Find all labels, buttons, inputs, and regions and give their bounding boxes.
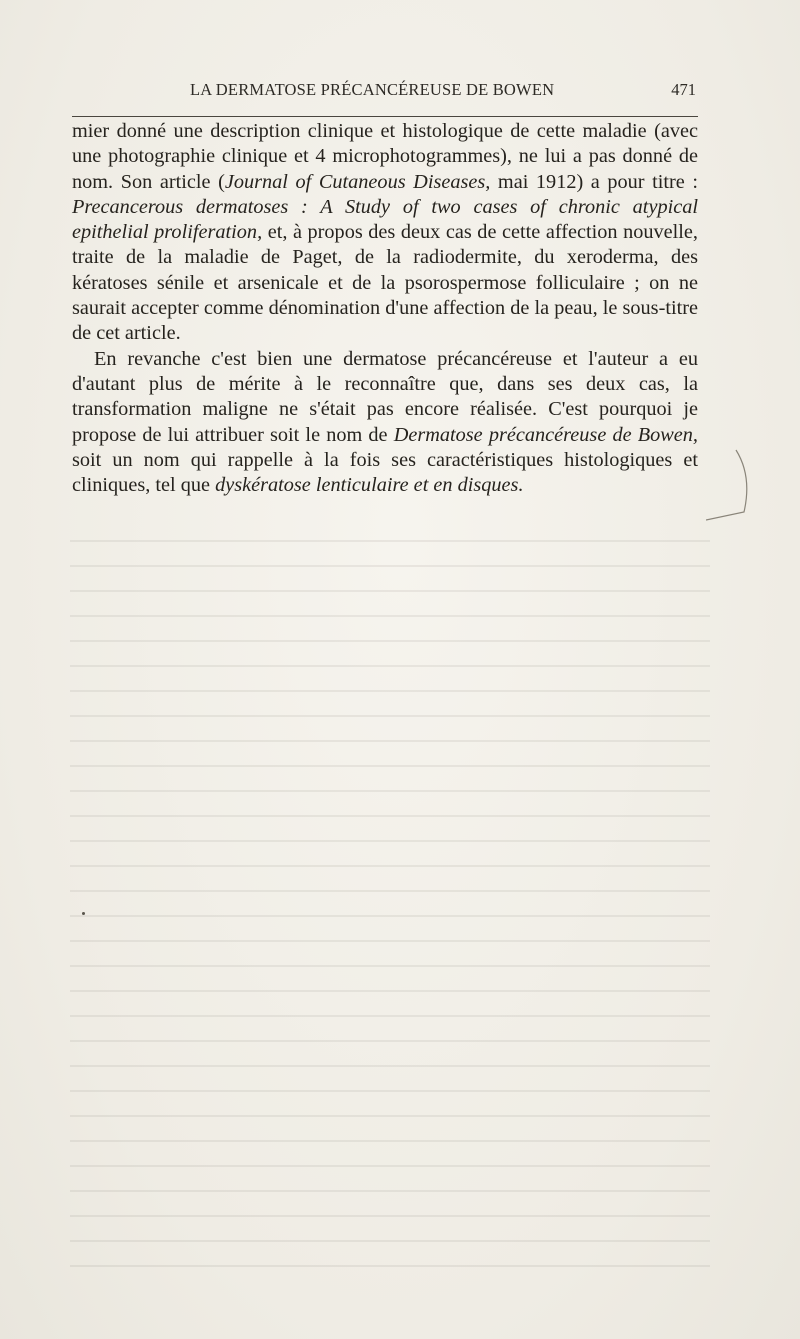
p1-journal-title: Journal of Cutaneous Diseases, (224, 170, 491, 193)
p1-text-5: et, à propos des deux cas de cette affection nouvelle, traite de la maladie de Paget, de la radiodermite, du xeroderma, des kératoses sénile et arsenicale et de la psorospermose folliculaire ; on ne saurait accepter comme dénomination d'une affection de la peau, le sous-titre de cet article. (72, 221, 698, 345)
margin-pencil-mark (706, 446, 752, 526)
running-title: LA DERMATOSE PRÉCANCÉREUSE DE BOWEN (190, 80, 555, 99)
p2-text-1: En revanche c'est bien une dermatose précancéreuse et l'auteur a eu d'autant plus de mérite à le reconnaître que, dans ses deux cas, la transformation maligne ne s'était pas encore réalisée. C'est pourquoi je propose de lui attribuer soit le nom de (72, 347, 698, 446)
paragraph-2 (72, 347, 698, 499)
p1-text-1: mier donné une description clinique et histologique de cette maladie (avec une photographie clinique et 4 microphotogrammes), ne lui a pas donné de nom. Son article ( (72, 120, 698, 193)
page-number: 471 (671, 80, 696, 99)
page-header (72, 76, 696, 106)
p1-article-title: Precancerous dermatoses : A Study of two cases of chronic atypical epithelial proliferation, (72, 195, 698, 244)
p1-text-3: mai 1912) a pour titre : (490, 170, 698, 193)
ink-speck (82, 912, 85, 915)
show-through-texture (70, 540, 710, 1300)
header-rule (72, 116, 698, 117)
p2-alternative-name: dyskératose lenticulaire et en disques. (215, 474, 524, 497)
p2-text-3: soit un nom qui rappelle à la fois ses caractéristiques histologiques et cliniques, tel que (72, 448, 698, 497)
paragraph-1 (72, 119, 698, 347)
body-text (72, 119, 698, 498)
p2-proposed-name: Dermatose précancéreuse de Bowen, (393, 423, 698, 446)
